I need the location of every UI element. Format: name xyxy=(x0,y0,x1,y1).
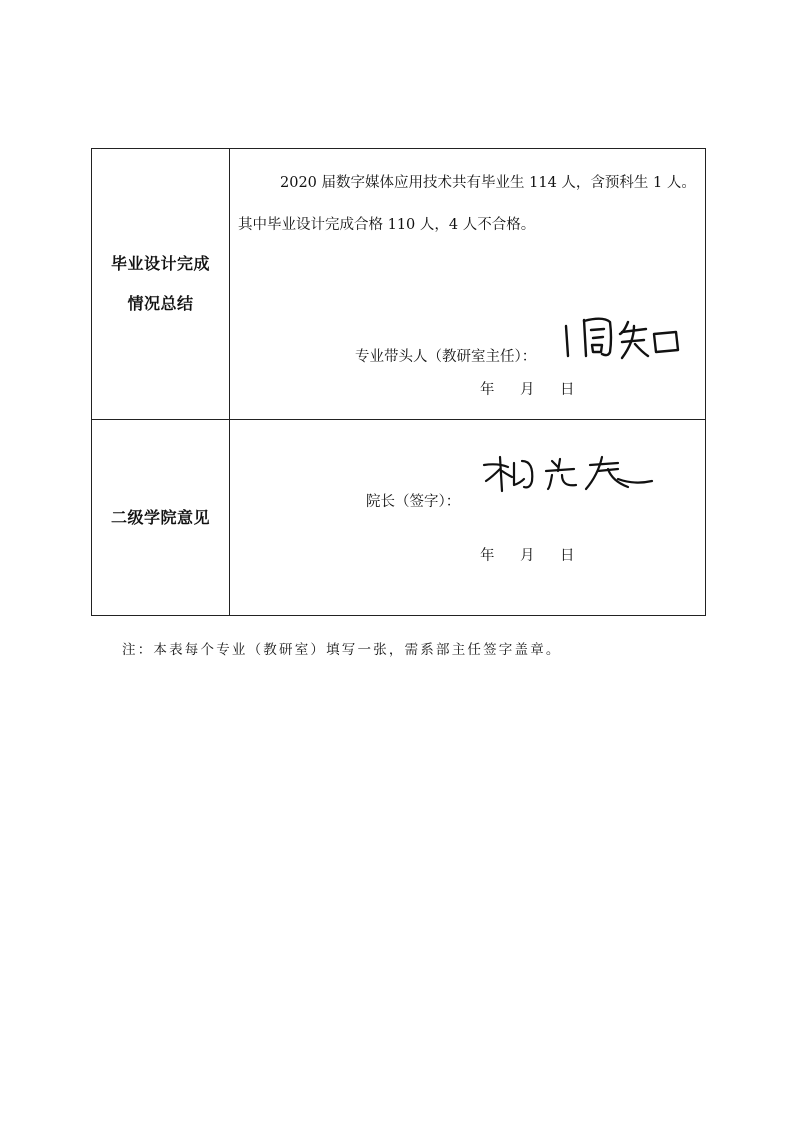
summary-label-line-1: 毕业设计完成 xyxy=(110,254,210,273)
footnote: 注：本表每个专业（教研室）填写一张，需系部主任签字盖章。 xyxy=(122,642,562,658)
college-opinion-row xyxy=(92,420,705,615)
summary-form-table xyxy=(91,148,706,616)
summary-date-day: 日 xyxy=(560,382,575,398)
summary-date-month: 月 xyxy=(520,382,535,398)
college-date-year: 年 xyxy=(480,548,495,564)
college-content-cell xyxy=(230,420,705,615)
summary-label-line-2: 情况总结 xyxy=(127,294,194,313)
college-label: 二级学院意见 xyxy=(110,507,210,527)
college-label-cell xyxy=(92,420,230,615)
summary-date-year: 年 xyxy=(480,382,495,398)
summary-date xyxy=(480,378,590,398)
college-date-month: 月 xyxy=(520,548,535,564)
college-date xyxy=(480,544,590,564)
dean-handwritten-signature xyxy=(478,455,658,495)
lead-signature-label: 专业带头人（教研室主任）： xyxy=(355,349,537,365)
summary-label-cell xyxy=(92,149,230,419)
summary-content-cell xyxy=(230,149,705,419)
summary-row xyxy=(92,149,705,420)
summary-text-line-2: 其中毕业设计完成合格 110 人，4 人不合格。 xyxy=(238,217,536,233)
summary-text-line-1: 2020 届数字媒体应用技术共有毕业生 114 人，含预科生 1 人。 xyxy=(280,175,696,191)
lead-handwritten-signature xyxy=(558,312,688,362)
dean-signature-label: 院长（签字）： xyxy=(366,494,461,510)
college-date-day: 日 xyxy=(560,548,575,564)
